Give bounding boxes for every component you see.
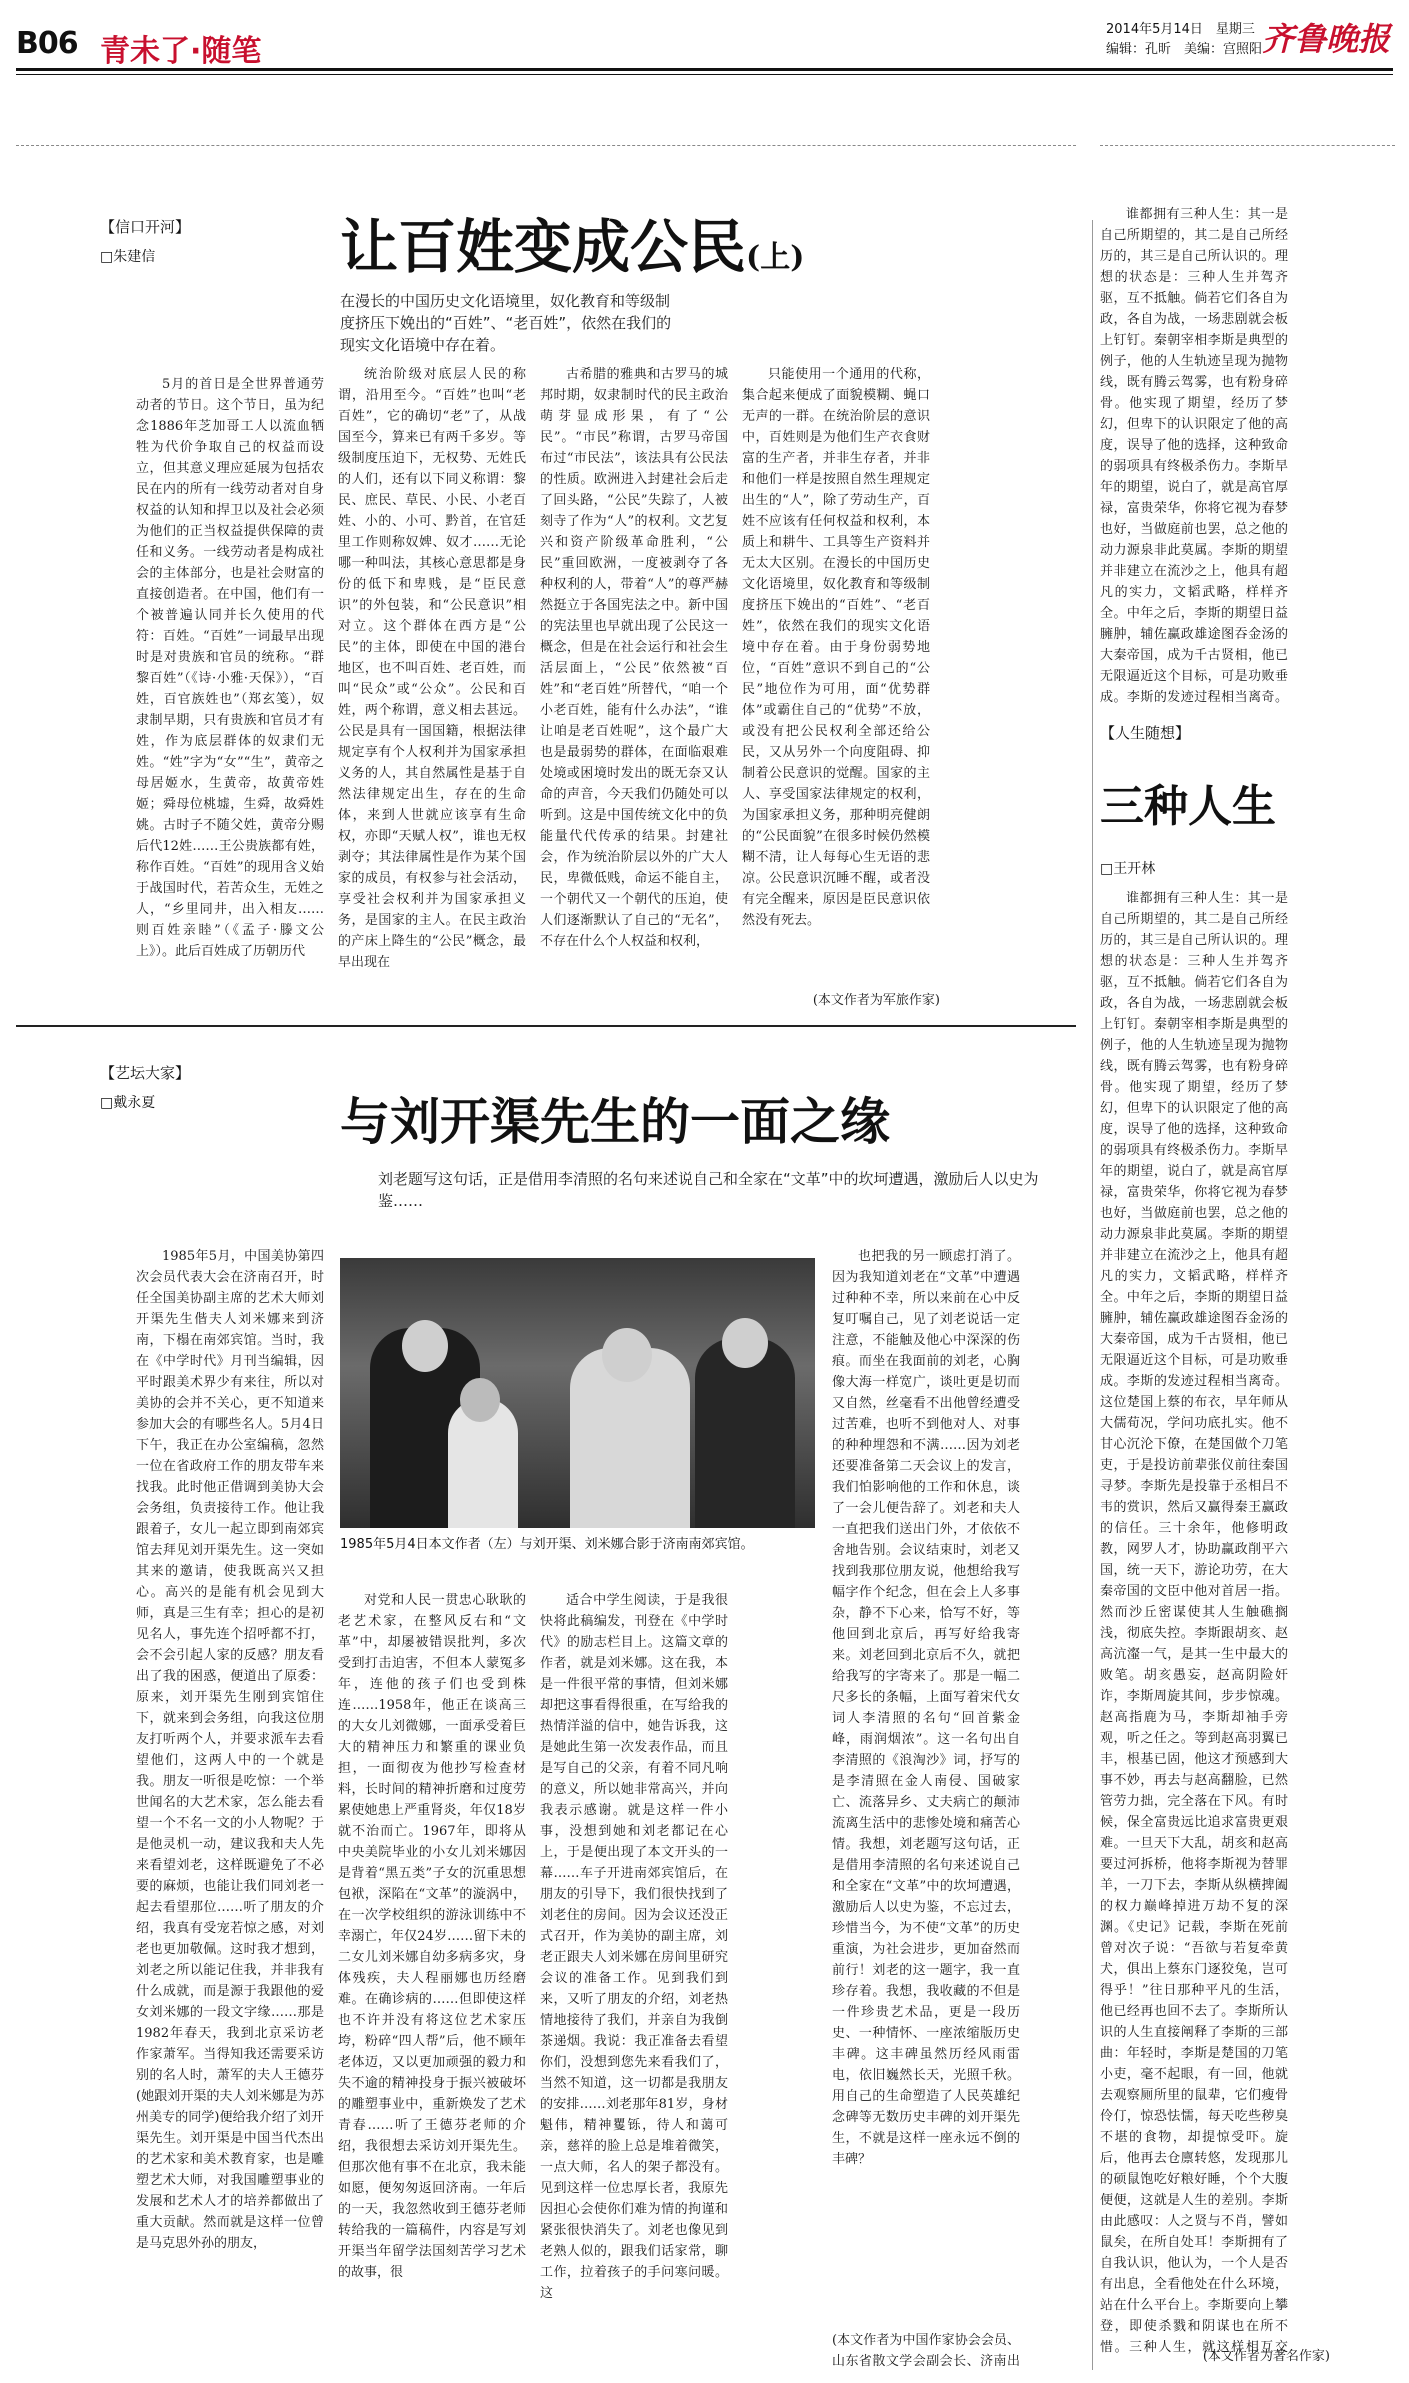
- article2-title: 与刘开渠先生的一面之缘: [340, 1092, 890, 1151]
- article2-photo: [340, 1258, 815, 1528]
- article1-column-2: 统治阶级对底层人民的称谓，沿用至今。“百姓”也叫“老百姓”，它的确切“老”了，从战国至今，算来已有两千多岁。等级制度压迫下，无权势、无姓氏的人们，还有以下同义称谓：黎民、庶民、草民、小民、小老百姓、小的、小可、黔首，在官廷里工作则称奴婢、奴才……无论哪一种叫法，其核心意思都是身份的低下和卑贱，是“臣民意识”的外包装，和“公民意识”相对立。这个群体在西方是“公民”的主体，即使在中国的港台地区，也不叫百姓、老百姓，而叫“民众”或“公众”。公民和百姓，两个称谓，意义相去甚远。公民是具有一国国籍，根据法律规定享有个人权利并为国家承担义务的人，其自然属性是基于自然法律规定出生，存在的生命体，来到人世就应该享有生命权，亦即“天赋人权”，谁也无权剥夺；其法律属性是作为某个国家的成员，有权参与社会活动，享受社会权利并为国家承担义务，是国家的主人。在民主政治的产床上降生的“公民”概念，最早出现在: [338, 367, 526, 970]
- article1-tag: 【信口开河】: [100, 218, 191, 236]
- header-rule: [16, 68, 1393, 71]
- article3-tag: 【人生随想】: [1100, 724, 1191, 742]
- article2-tag: 【艺坛大家】: [100, 1064, 191, 1082]
- article2-column-4: 也把我的另一顾虑打消了。因为我知道刘老在“文革”中遭遇过种种不幸，所以来前在心中反复叮嘱自己，见了刘老说话一定注意，不能触及他心中深深的伤痕。而坐在我面前的刘老，心胸像大海一样宽广，谈吐更是切而又自然，丝毫看不出他曾经遭受过苦难，也听不到他对人、对事的种种埋怨和不满……因为刘老还要准备第二天会议上的发言，我们怕影响他的工作和休息，谈了一会儿便告辞了。刘老和夫人一直把我们送出门外，才依依不舍地告别。会议结束时，刘老又找到我那位朋友说，他想给我写幅字作个纪念，但在会上人多事杂，静不下心来，恰写不好，等他回到北京后，再写好给我寄来。刘老回到北京后不久，就把给我写的字寄来了。那是一幅二尺多长的条幅，上面写着宋代女词人李清照的名句“回首紫金峰，雨润烟浓”。这一名句出自李清照的《浪淘沙》词，抒写的是李清照在金人南侵、国破家亡、流落异乡、丈夫病亡的颠沛流离生活中的悲惨处境和痛苦心情。我想，刘老题写这句话，正是借用李清照的名句来述说自己和全家在“文革”中的坎坷遭遇，激励后人以史为鉴，不忘过去，珍惜当今，为不使“文革”的历史重演，为社会进步，更加奋然而前行！刘老的这一题字，我一直珍存着。我想，我收藏的不但是一件珍贵艺术品，更是一段历史、一种情怀、一座浓缩版历史丰碑。这丰碑虽然历经风雨雷电，依旧巍然长天，光照千秋。用自己的生命塑造了人民英雄纪念碑等无数历史丰碑的刘开渠先生，不就是这样一座永远不倒的丰碑？: [832, 1249, 1020, 2167]
- article1-column-1: 5月的首日是全世界普通劳动者的节日。这个节日，虽为纪念1886年芝加哥工人以流血牺牲为代价争取自己的权益而设立，但其意义理应延展为包括农民在内的所有一线劳动者对自身权益的认知和捍卫以及社会必须为他们的正当权益提供保障的责任和义务。一线劳动者是构成社会的主体部分，也是社会财富的直接创造者。在中国，他们有一个被普遍认同并长久使用的代符：百姓。“百姓”一词最早出现时是对贵族和官员的统称。“群黎百姓”（《诗·小雅·天保》），“百姓，百官族姓也”（郑玄笺），奴隶制早期，只有贵族和官员才有姓，作为底层群体的奴隶们无姓。“姓”字为“女”“生”，黄帝之母居姬水，生黄帝，故黄帝姓姬；舜母位桃墟，生舜，故舜姓姚。古时子不随父姓，黄帝分赐后代12姓……王公贵族都有姓，称作百姓。“百姓”的现用含义始于战国时代，若苦众生，无姓之人，“乡里同井，出入相友……则百姓亲睦”（《孟子·滕文公上》）。此后百姓成了历朝历代: [136, 377, 324, 959]
- article-separator: [16, 1025, 1076, 1027]
- article2-byline: □戴永夏: [100, 1095, 156, 1111]
- page-number: B06: [16, 26, 78, 61]
- article1-lead: 在漫长的中国历史文化语境里，奴化教育和等级制度挤压下娩出的“百姓”、“老百姓”，依然在我们的现实文化语境中存在着。: [340, 292, 672, 354]
- column-divider: [1092, 220, 1093, 2370]
- divider: [16, 145, 1076, 146]
- article1-title-suffix: (上): [746, 240, 805, 275]
- article3-column-top: 谁都拥有三种人生：其一是自己所期望的，其二是自己所经历的，其三是自己所认识的。理想的状态是：三种人生并驾齐驱，互不抵触。倘若它们各自为政，各自为战，一场悲剧就会板上钉钉。秦朝宰相李斯是典型的例子，他的人生轨迹呈现为抛物线，既有腾云驾雾，也有粉身碎骨。他实现了期望，经历了梦幻，但卑下的认识限定了他的高度，误导了他的选择，这种致命的弱项具有终极杀伤力。李斯早年的期望，说白了，就是高官厚禄，富贵荣华，你将它视为春梦也好，当做庭前也罢，总之他的动力源泉非此莫属。李斯的期望并非建立在流沙之上，他具有超凡的实力，文韬武略，样样齐全。中年之后，李斯的期望日益臃肿，辅佐赢政雄途图吞金汤的大秦帝国，成为千古贤相，他已无限逼近这个目标，可是功败垂成。李斯的发迹过程相当离奇。: [1100, 207, 1288, 704]
- photo-face: [602, 1328, 652, 1382]
- article2-column-2: 对党和人民一贯忠心耿耿的老艺术家，在整风反右和“文革”中，却屡被错误批判，多次受到打击迫害，不但本人蒙冤多年，连他的孩子们也受到株连……1958年，他正在谈高三的大女儿刘微娜，一面承受着巨大的精神压力和繁重的课业负担，一面彻夜为他抄写检查材料，长时间的精神折磨和过度劳累使她患上严重肾炎，年仅18岁就不治而亡。1967年，即将从中央美院毕业的小女儿刘米娜因是背着“黑五类”子女的沉重思想包袱，深陷在“文革”的漩涡中，在一次学校组织的游泳训练中不幸溺亡，年仅24岁……留下未的二女儿刘米娜自幼多病多灾，身体残疾，夫人程丽娜也历经磨难。在确诊病的……但即使这样也不许并没有将这位艺术家压垮，粉碎“四人帮”后，他不顾年老体迈，又以更加顽强的毅力和失不逾的精神投身于振兴被破坏的雕塑事业中，重新焕发了艺术青春……听了王德芬老师的介绍，我很想去采访刘开渠先生。但那次他有事不在北京，我未能如愿，便匆匆返回济南。一年后的一天，我忽然收到王德芬老师转给我的一篇稿件，内容是写刘开渠当年留学法国刻苦学习艺术的故事，很: [338, 1593, 526, 2280]
- divider: [1100, 145, 1395, 146]
- article1-note: (本文作者为军旅作家): [812, 993, 940, 1008]
- article2-lead: 刘老题写这句话，正是借用李清照的名句来述说自己和全家在“文革”中的坎坷遭遇，激励后人以史为鉴……: [378, 1170, 1039, 1210]
- article1-column-3: 古希腊的雅典和古罗马的城邦时期，奴隶制时代的民主政治萌芽显成形果，有了“公民”。“市民”称谓，古罗马帝国布过“市民法”，该法具有公民法的性质。欧洲进入封建社会后走了回头路，“公民”失踪了，人被刻寺了作为“人”的权利。文艺复兴和资产阶级革命胜利，“公民”重回欧洲，一度被剥夺了各种权利的人，带着“人”的尊严赫然挺立于各国宪法之中。新中国的宪法里也早就出现了公民这一概念，但是在社会运行和社会生活层面上，“公民”依然被“百姓”和“老百姓”所替代，“咱一个小老百姓，能有什么办法”，“谁让咱是老百姓呢”，这个最广大也是最弱势的群体，在面临艰难处境或困境时发出的既无奈又认命的声音，今天我们仍随处可以听到。这是中国传统文化中的负能量代代传承的结果。封建社会，作为统治阶层以外的广大人民，卑微低贱，命运不能自主，一个朝代又一个朝代的压迫，使人们逐渐默认了自己的“无名”，不存在什么个人权益和权利，: [540, 367, 728, 949]
- section-title: 青未了·随笔: [100, 34, 262, 69]
- photo-face: [460, 1378, 500, 1422]
- article2-note: (本文作者为中国作家协会会员、山东省散文学会副会长、济南出: [832, 2333, 1020, 2369]
- header-rule-thin: [16, 74, 1393, 75]
- article3-column-main: 谁都拥有三种人生：其一是自己所期望的，其二是自己所经历的，其三是自己所认识的。理想的状态是：三种人生并驾齐驱，互不抵触。倘若它们各自为政，各自为战，一场悲剧就会板上钉钉。秦朝宰相李斯是典型的例子，他的人生轨迹呈现为抛物线，既有腾云驾雾，也有粉身碎骨。他实现了期望，经历了梦幻，但卑下的认识限定了他的高度，误导了他的选择，这种致命的弱项具有终极杀伤力。李斯早年的期望，说白了，就是高官厚禄，富贵荣华，你将它视为春梦也好，当做庭前也罢，总之他的动力源泉非此莫属。李斯的期望并非建立在流沙之上，他具有超凡的实力，文韬武略，样样齐全。中年之后，李斯的期望日益臃肿，辅佐赢政雄途图吞金汤的大秦帝国，成为千古贤相，他已无限逼近这个目标，可是功败垂成。李斯的发迹过程相当离奇。这位楚国上蔡的布衣，早年师从大儒荀况，学问功底扎实。他不甘心沉沦下僚，在楚国做个刀笔吏，于是投访前辈张仪前往秦国寻梦。李斯先是投靠于丞相吕不韦的赏识，然后又赢得秦王赢政的信任。三十余年，他修明政教，网罗人才，协助赢政削平六国，统一天下，游论功劳，在大秦帝国的文臣中他对首居一指。然而沙丘密谋使其人生触礁搁浅，彻底失控。李斯跟胡亥、赵高沆瀣一气，是其一生中最大的败笔。胡亥愚妄，赵高阴险奸诈，李斯周旋其间，步步惊魂。赵高指鹿为马，李斯却袖手旁观，听之任之。等到赵高羽翼已丰，根基已固，他这才预感到大事不妙，再去与赵高翻脸，已然管劳力拙，完全落在下风。有时候，保全富贵远比追求富贵更艰难。一旦天下大乱，胡亥和赵高要过河拆桥，他将李斯视为替罪羊，一刀下去，李斯从纵横捭阖的权力巅峰掉进万劫不复的深渊。《史记》记载，李斯在死前曾对次子说：“吾欲与若复牵黄犬，俱出上蔡东门逐狡兔，岂可得乎！”往日那种平凡的生活，他已经再也回不去了。李斯所认识的人生直接阐释了李斯的三部曲：年轻时，李斯是楚国的刀笔小吏，毫不起眼，有一回，他就去观察厕所里的鼠辈，它们瘦骨伶仃，惊恐怯懦，每天吃些秽臭不堪的食物，却提惊受吓。旋后，他再去仓廪转悠，发现那儿的硕鼠饱吃好粮好睡，个个大腹便便，这就是人生的差别。李斯由此感叹：人之贤与不肖，譬如鼠矣，在所自处耳！李斯拥有了自我认识，他认为，一个人是否有出息，全看他处在什么环境，站在什么平台上。李斯要向上攀登，即使杀戮和阴谋也在所不惜。三种人生，就这样相互交: [1100, 891, 1288, 2355]
- photo-caption: 1985年5月4日本文作者（左）与刘开渠、刘米娜合影于济南南郊宾馆。: [340, 1537, 754, 1552]
- article3-title: 三种人生: [1100, 781, 1276, 832]
- photo-face: [402, 1320, 448, 1372]
- article2-column-1: 1985年5月，中国美协第四次会员代表大会在济南召开，时任全国美协副主席的艺术大师刘开渠先生偕夫人刘米娜来到济南，下榻在南郊宾馆。当时，我在《中学时代》月刊当编辑，因平时跟美术界少有来往，所以对美协的会并不关心，更不知道来参加大会的有哪些名人。5月4日下午，我正在办公室编稿，忽然一位在省政府工作的朋友带车来找我。此时他正借调到美协大会会务组，负责接待工作。他让我跟着子，女儿一起立即到南郊宾馆去拜见刘开渠先生。这一突如其来的邀请，使我既高兴又担心。高兴的是能有机会见到大师，真是三生有幸；担心的是初见名人，事先连个招呼都不打，会不会引起人家的反感？朋友看出了我的困惑，便道出了原委：原来，刘开渠先生刚到宾馆住下，就来到会务组，向我这位朋友打听两个人，并要求派车去看望他们，这两人中的一个就是我。朋友一听很是吃惊：一个举世闻名的大艺术家，怎么能去看望一个不名一文的小人物呢？于是他灵机一动，建议我和夫人先来看望刘老，这样既避免了不必要的麻烦，也能让我们同刘老一起去看望那位……听了朋友的介绍，我真有受宠若惊之感，对刘老也更加敬佩。这时我才想到，刘老之所以能记住我，并非我有什么成就，而是源于我跟他的爱女刘米娜的一段文字缘……那是1982年春天，我到北京采访老作家萧军。当得知我还需要采访别的名人时，萧军的夫人王德芬(她跟刘开渠的夫人刘米娜是为苏州美专的同学)便给我介绍了刘开渠先生。刘开渠是中国当代杰出的艺术家和美术教育家，也是雕塑艺术大师，对我国雕塑事业的发展和艺术人才的培养都做出了重大贡献。然而就是这样一位曾是马克思外孙的朋友，: [136, 1249, 324, 2251]
- article1-byline: □朱建信: [100, 249, 156, 265]
- article2-column-3: 适合中学生阅读，于是我很快将此稿编发，刊登在《中学时代》的励志栏目上。这篇文章的作者，就是刘米娜。这在我，本是一件很平常的事情，但刘米娜却把这事看得很重，在写给我的热情洋溢的信中，她告诉我，这是她此生第一次发表作品，而且是写自己的父亲，有着不同凡响的意义，所以她非常高兴，并向我表示感谢。就是这样一件小事，没想到她和刘老都记在心上，于是便出现了本文开头的一幕……车子开进南郊宾馆后，在朋友的引导下，我们很快找到了刘老住的房间。因为会议还没正式召开，作为美协的副主席，刘老正跟夫人刘米娜在房间里研究会议的准备工作。见到我们到来，又听了朋友的介绍，刘老热情地接待了我们，并亲自为我倒茶递烟。我说：我正准备去看望你们，没想到您先来看我们了，当然不知道，这一切都是我朋友的安排……刘老那年81岁，身材魁伟，精神矍铄，待人和蔼可亲，慈祥的脸上总是堆着微笑，一点大师，名人的架子都没有。见到这样一位忠厚长者，我原先因担心会使你们难为情的拘谨和紧张很快消失了。刘老也像见到老熟人似的，跟我们话家常，聊工作，拉着孩子的手问寒问暖。这: [540, 1593, 728, 2301]
- article3-byline: □王开林: [1100, 861, 1156, 877]
- newspaper-logo: 齐鲁晚报: [1262, 20, 1391, 58]
- editors: 编辑：孔昕 美编：宫照阳: [1106, 42, 1263, 57]
- article3-note: (本文作者为著名作家): [1202, 2349, 1330, 2364]
- article1-title: 让百姓变成公民(上): [340, 213, 805, 281]
- issue-date: 2014年5月14日 星期三: [1106, 22, 1255, 37]
- photo-face: [722, 1318, 768, 1368]
- article1-column-4: 只能使用一个通用的代称，集合起来便成了面貌模糊、蝇口无声的一群。在统治阶层的意识中，百姓则是为他们生产衣食财富的生产者，并非生存者，并非和他们一样是按照自然生理规定出生的“人”，除了劳动生产，百姓不应该有任何权益和权利，本质上和耕牛、工具等生产资料并无太大区别。在漫长的中国历史文化语境里，奴化教育和等级制度挤压下娩出的“百姓”、“老百姓”，依然在我们的现实文化语境中存在着。由于身份弱势地位，“百姓”意识不到自己的“公民”地位作为可用，面“优势群体”或霸住自己的“优势”不放，或没有把公民权利全部还给公民，又从另外一个向度阻碍、抑制着公民意识的觉醒。国家的主人、享受国家法律规定的权利，为国家承担义务，那种明亮健朗的“公民面貌”在很多时候仍然模糊不清，让人每每心生无语的悲凉。公民意识沉睡不醒，或者没有完全醒来，原因是臣民意识依然没有死去。: [742, 367, 930, 928]
